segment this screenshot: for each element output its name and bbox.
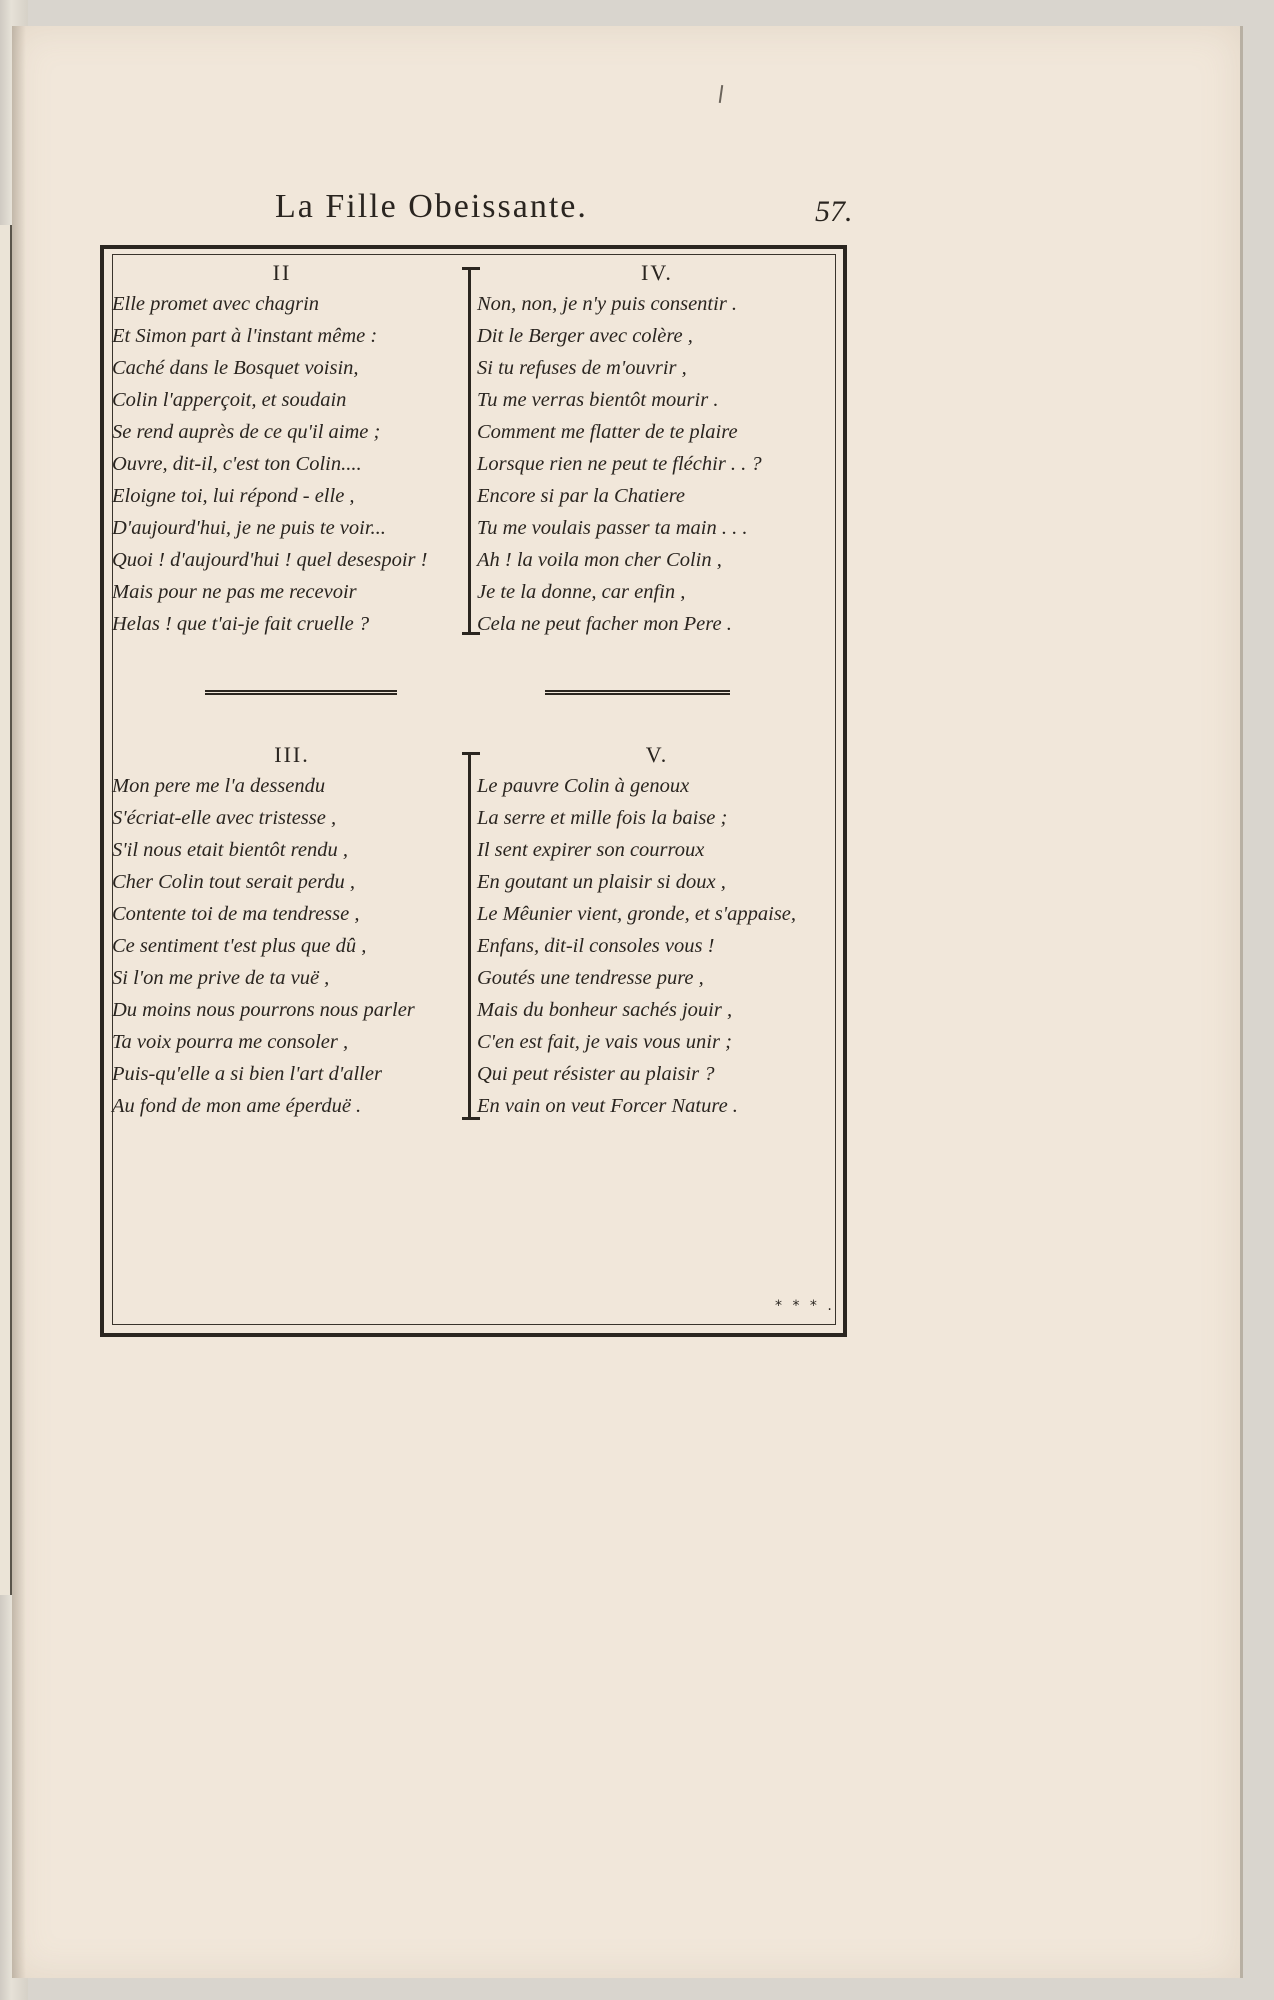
verse-line: Qui peut résister au plaisir ? bbox=[477, 1063, 715, 1085]
verse-line: Mon pere me l'a dessendu bbox=[112, 775, 326, 797]
verse-line: Lorsque rien ne peut te fléchir . . ? bbox=[477, 453, 762, 475]
verse-line: Je te la donne, car enfin , bbox=[477, 581, 686, 603]
verse-line: En vain on veut Forcer Nature . bbox=[477, 1095, 738, 1117]
verse-line: Il sent expirer son courroux bbox=[477, 839, 705, 861]
verse-line: S'écriat-elle avec tristesse , bbox=[112, 807, 337, 829]
stanza-v bbox=[477, 740, 837, 1122]
divider-right bbox=[545, 690, 730, 695]
verse-line: Mais du bonheur sachés jouir , bbox=[477, 999, 733, 1021]
verse-line: Le pauvre Colin à genoux bbox=[477, 775, 690, 797]
stanza-numeral: IV. bbox=[641, 260, 673, 285]
stanza-numeral: III. bbox=[274, 742, 310, 767]
verse-line: Cher Colin tout serait perdu , bbox=[112, 871, 355, 893]
verse-line: Non, non, je n'y puis consentir . bbox=[477, 293, 738, 315]
verse-line: Et Simon part à l'instant même : bbox=[112, 325, 378, 347]
verse-line: Cela ne peut facher mon Pere . bbox=[477, 613, 732, 635]
verse-line: Elle promet avec chagrin bbox=[112, 293, 320, 315]
verse-line: La serre et mille fois la baise ; bbox=[477, 807, 728, 829]
verse-line: Tu me verras bientôt mourir . bbox=[477, 389, 719, 411]
verse-line: Encore si par la Chatiere bbox=[477, 485, 686, 507]
stanza-numeral: II bbox=[272, 260, 292, 285]
verse-line: Comment me flatter de te plaire bbox=[477, 421, 738, 443]
signature-mark: * * * . bbox=[775, 1298, 835, 1314]
verse-line: Helas ! que t'ai-je fait cruelle ? bbox=[112, 613, 370, 635]
verse-line: Contente toi de ma tendresse , bbox=[112, 903, 360, 925]
stanza-iv bbox=[477, 258, 837, 640]
verse-line: Si l'on me prive de ta vuë , bbox=[112, 967, 330, 989]
verse-line: Ah ! la voila mon cher Colin , bbox=[477, 549, 722, 571]
verse-line: Ta voix pourra me consoler , bbox=[112, 1031, 349, 1053]
verse-line: Ouvre, dit-il, c'est ton Colin.... bbox=[112, 453, 362, 475]
verse-line: Au fond de mon ame éperduë . bbox=[112, 1095, 362, 1117]
verse-line: Colin l'apperçoit, et soudain bbox=[112, 389, 347, 411]
page-number: 57. bbox=[815, 195, 853, 228]
verse-line: Si tu refuses de m'ouvrir , bbox=[477, 357, 687, 379]
previous-page-edge bbox=[0, 225, 12, 1595]
verse-line: Puis-qu'elle a si bien l'art d'aller bbox=[112, 1063, 382, 1085]
spine-shadow bbox=[12, 26, 26, 1978]
verse-line: Enfans, dit-il consoles vous ! bbox=[477, 935, 715, 957]
stanza-ii bbox=[112, 258, 452, 640]
verse-line: Quoi ! d'aujourd'hui ! quel desespoir ! bbox=[112, 549, 428, 571]
verse-line: Se rend auprès de ce qu'il aime ; bbox=[112, 421, 381, 443]
verse-line: Le Mêunier vient, gronde, et s'appaise, bbox=[477, 903, 797, 925]
verse-line: Goutés une tendresse pure , bbox=[477, 967, 704, 989]
verse-line: En goutant un plaisir si doux , bbox=[477, 871, 726, 893]
verse-line: C'en est fait, je vais vous unir ; bbox=[477, 1031, 732, 1053]
verse-line: Caché dans le Bosquet voisin, bbox=[112, 357, 359, 379]
verse-line: S'il nous etait bientôt rendu , bbox=[112, 839, 348, 861]
stanza-iii bbox=[112, 740, 472, 1122]
verse-line: Du moins nous pourrons nous parler bbox=[112, 999, 415, 1021]
verse-line: Eloigne toi, lui répond - elle , bbox=[112, 485, 355, 507]
stanza-numeral: V. bbox=[645, 742, 669, 767]
divider-left bbox=[205, 690, 397, 695]
verse-line: Mais pour ne pas me recevoir bbox=[112, 581, 357, 603]
running-head-title: La Fille Obeissante. bbox=[275, 188, 588, 225]
verse-line: D'aujourd'hui, je ne puis te voir... bbox=[112, 517, 386, 539]
verse-line: Ce sentiment t'est plus que dû , bbox=[112, 935, 367, 957]
verse-line: Tu me voulais passer ta main . . . bbox=[477, 517, 748, 539]
verse-line: Dit le Berger avec colère , bbox=[477, 325, 693, 347]
